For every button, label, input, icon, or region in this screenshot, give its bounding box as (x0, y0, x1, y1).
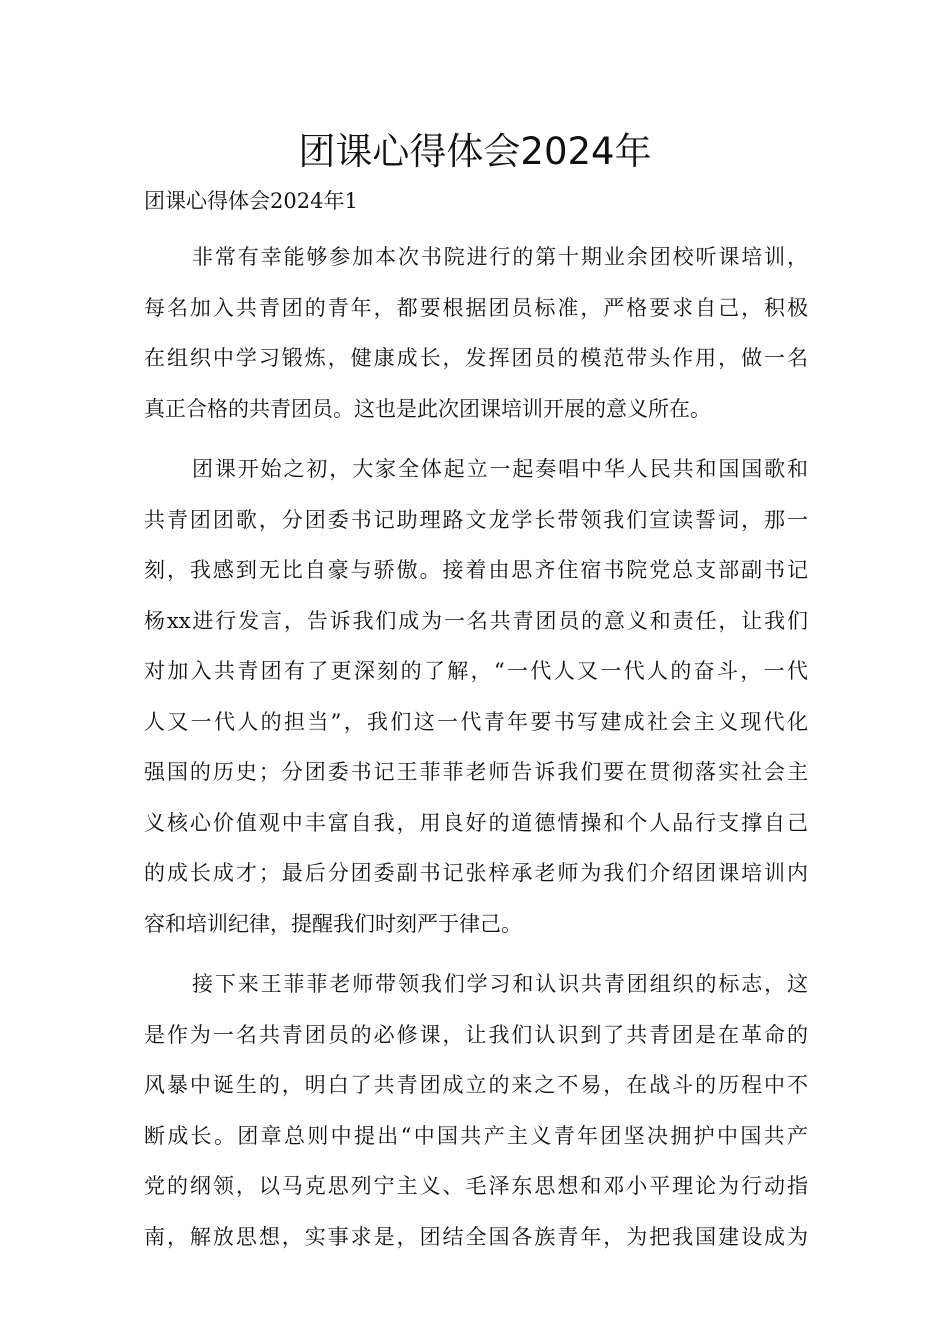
text-line: 强国的历史；分团委书记王菲菲老师告诉我们要在贯彻落实社会主 (144, 760, 808, 784)
document-body (144, 232, 808, 1272)
text-line: 人又一代人的担当”，我们这一代青年要书写建成社会主义现代化 (144, 709, 808, 734)
text-line: 南，解放思想，实事求是，团结全国各族青年，为把我国建设成为 (144, 1224, 808, 1249)
text-line: 的成长成才；最后分团委副书记张梓承老师为我们介绍团课培训内 (144, 861, 808, 885)
text-line: 团课开始之初，大家全体起立一起奏唱中华人民共和国国歌和 (192, 457, 808, 481)
text-line: 断成长。团章总则中提出“中国共产主义青年团坚决拥护中国共产 (144, 1123, 808, 1148)
text-line: 真正合格的共青团员。这也是此次团课培训开展的意义所在。 (144, 396, 711, 421)
text-line: 非常有幸能够参加本次书院进行的第十期业余团校听课培训， (192, 245, 808, 269)
text-line: 在组织中学习锻炼，健康成长，发挥团员的模范带头作用，做一名 (144, 346, 808, 370)
text-line: 容和培训纪律，提醒我们时刻严于律己。 (144, 911, 522, 936)
text-line: 刻，我感到无比自豪与骄傲。接着由思齐住宿书院党总支部副书记 (144, 558, 808, 582)
text-line: 每名加入共青团的青年，都要根据团员标准，严格要求自己，积极 (144, 295, 808, 320)
text-line: 风暴中诞生的，明白了共青团成立的来之不易，在战斗的历程中不 (144, 1073, 808, 1097)
text-line: 义核心价值观中丰富自我，用良好的道德情操和个人品行支撑自己 (144, 810, 808, 835)
text-line: 对加入共青团有了更深刻的了解，“一代人又一代人的奋斗，一代 (144, 659, 808, 683)
text-line: 是作为一名共青团员的必修课，让我们认识到了共青团是在革命的 (144, 1022, 808, 1047)
text-line: 共青团团歌，分团委书记助理路文龙学长带领我们宣读誓词，那一 (144, 507, 808, 532)
paragraph (144, 444, 808, 949)
text-line: 杨xx进行发言，告诉我们成为一名共青团员的意义和责任，让我们 (144, 608, 808, 633)
text-line: 接下来王菲菲老师带领我们学习和认识共青团组织的标志，这 (192, 972, 808, 996)
document-title: 团课心得体会2024年 (298, 130, 652, 173)
paragraph (144, 232, 808, 434)
text-line: 党的纲领，以马克思列宁主义、毛泽东思想和邓小平理论为行动指 (144, 1174, 808, 1198)
document-subtitle: 团课心得体会2024年1 (144, 189, 358, 213)
paragraph (144, 959, 808, 1262)
